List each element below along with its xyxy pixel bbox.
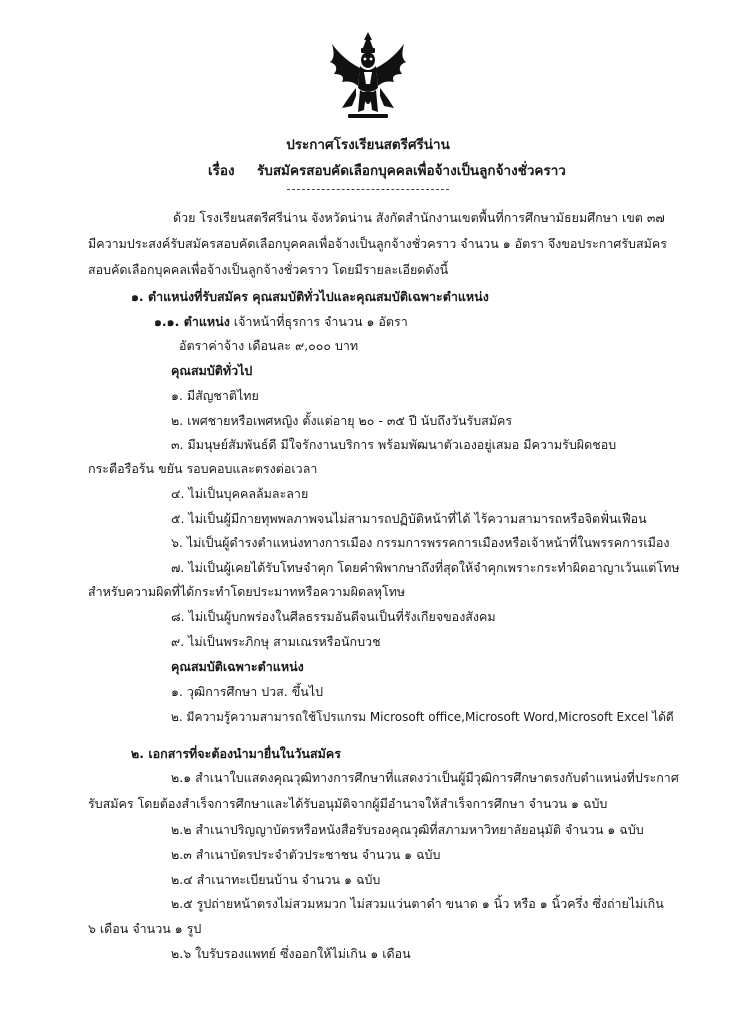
specific-heading: คุณสมบัติเฉพาะตำแหน่ง bbox=[171, 659, 304, 674]
position-value: เจ้าหน้าที่ธุรการ จำนวน ๑ อัตรา bbox=[233, 314, 408, 329]
general-item: ๕. ไม่เป็นผู้มีกายทุพพลภาพจนไม่สามารถปฏิบัติหน้าที่ได้ ไร้ความสามารถหรือจิตฟั่นเฟือน bbox=[171, 511, 647, 526]
general-item-cont: สำหรับความผิดที่ได้กระทำโดยประมาทหรือความผิดลหุโทษ bbox=[88, 584, 406, 599]
document-item: ๒.๕ รูปถ่ายหน้าตรงไม่สวมหมวก ไม่สวมแว่นตาดำ ขนาด ๑ นิ้ว หรือ ๑ นิ้วครึ่ง ซึ่งถ่ายไม่เกิน bbox=[171, 896, 664, 911]
document-item: ๒.๔ สำเนาทะเบียนบ้าน จำนวน ๑ ฉบับ bbox=[171, 872, 381, 887]
intro-line-1: ด้วย โรงเรียนสตรีศรีน่าน จังหวัดน่าน สังกัดสำนักงานเขตพื้นที่การศึกษามัธยมศึกษา เขต ๓๗ bbox=[173, 210, 665, 225]
wage-line: อัตราค่าจ้าง เดือนละ ๙,๐๐๐ บาท bbox=[179, 338, 359, 353]
general-item-cont: กระตือรือร้น ขยัน รอบคอบและตรงต่อเวลา bbox=[88, 461, 318, 476]
document-item: ๒.๑ สำเนาใบแสดงคุณวุฒิทางการศึกษาที่แสดงว่าเป็นผู้มีวุฒิการศึกษาตรงกับตำแหน่งที่ประกาศ bbox=[171, 770, 679, 785]
general-item: ๓. มีมนุษย์สัมพันธ์ดี มีใจรักงานบริการ พร้อมพัฒนาตัวเองอยู่เสมอ มีความรับผิดชอบ bbox=[171, 437, 617, 452]
general-item: ๗. ไม่เป็นผู้เคยได้รับโทษจำคุก โดยคำพิพากษาถึงที่สุดให้จำคุกเพราะกระทำผิดอาญาเว้นแต่โทษ bbox=[171, 560, 680, 575]
section1-heading: ๑. ตำแหน่งที่รับสมัคร คุณสมบัติทั่วไปและคุณสมบัติเฉพาะตำแหน่ง bbox=[131, 289, 489, 304]
garuda-emblem-icon bbox=[326, 30, 410, 122]
subject-label: เรื่อง bbox=[208, 163, 235, 179]
general-heading: คุณสมบัติทั่วไป bbox=[171, 363, 253, 378]
general-item: ๔. ไม่เป็นบุคคลล้มละลาย bbox=[171, 486, 309, 501]
document-item: ๒.๓ สำเนาบัตรประจำตัวประชาชน จำนวน ๑ ฉบับ bbox=[171, 847, 441, 862]
document-item: ๒.๒ สำเนาปริญญาบัตรหรือหนังสือรับรองคุณวุฒิที่สภามหาวิทยาลัยอนุมัติ จำนวน ๑ ฉบับ bbox=[171, 822, 644, 837]
specific-item: ๑. วุฒิการศึกษา ปวส. ขึ้นไป bbox=[171, 684, 324, 699]
section2-heading: ๒. เอกสารที่จะต้องนำมายื่นในวันสมัคร bbox=[131, 746, 341, 761]
page-title: ประกาศโรงเรียนสตรีศรีน่าน bbox=[286, 137, 450, 153]
document-item: ๒.๖ ใบรับรองแพทย์ ซึ่งออกให้ไม่เกิน ๑ เดือน bbox=[171, 946, 411, 961]
document-item-cont: ๖ เดือน จำนวน ๑ รูป bbox=[88, 921, 202, 936]
specific-item: ๒. มีความรู้ความสามารถใช้โปรแกรม Microsoft office,Microsoft Word,Microsoft Excel ได้ดี bbox=[171, 710, 674, 724]
position-label: ๑.๑. ตำแหน่ง bbox=[154, 314, 230, 329]
general-item: ๘. ไม่เป็นผู้บกพร่องในศีลธรรมอันดีจนเป็นที่รังเกียจของสังคม bbox=[171, 609, 496, 624]
intro-line-3: สอบคัดเลือกบุคคลเพื่อจ้างเป็นลูกจ้างชั่วคราว โดยมีรายละเอียดดังนี้ bbox=[88, 262, 449, 277]
position-line bbox=[154, 314, 408, 330]
general-item: ๖. ไม่เป็นผู้ดำรงตำแหน่งทางการเมือง กรรมการพรรคการเมืองหรือเจ้าหน้าที่ในพรรคการเมือง bbox=[171, 535, 670, 550]
subject-text: รับสมัครสอบคัดเลือกบุคคลเพื่อจ้างเป็นลูกจ้างชั่วคราว bbox=[257, 163, 566, 179]
general-item: ๒. เพศชายหรือเพศหญิง ตั้งแต่อายุ ๒๐ - ๓๕ ปี นับถึงวันรับสมัคร bbox=[171, 413, 513, 428]
document-item-cont: รับสมัคร โดยต้องสำเร็จการศึกษาและได้รับอนุมัติจากผู้มีอำนาจให้สำเร็จการศึกษา จำนวน ๑ ฉบับ bbox=[88, 796, 608, 811]
intro-line-2: มีความประสงค์รับสมัครสอบคัดเลือกบุคคลเพื่อจ้างเป็นลูกจ้างชั่วคราว จำนวน ๑ อัตรา จึงขอประกาศรับสมัคร bbox=[88, 236, 667, 251]
divider bbox=[287, 189, 449, 190]
general-item: ๙. ไม่เป็นพระภิกษุ สามเณรหรือนักบวช bbox=[171, 634, 381, 649]
general-item: ๑. มีสัญชาติไทย bbox=[171, 388, 259, 403]
